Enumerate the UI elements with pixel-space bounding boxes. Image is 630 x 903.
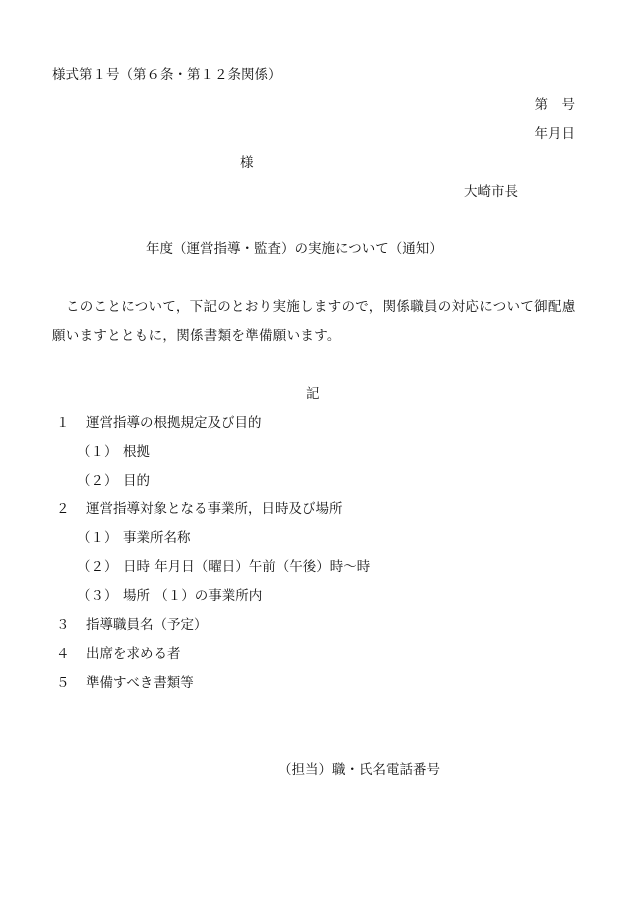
list-subitem-number: （１） bbox=[77, 530, 118, 546]
list-item-2 bbox=[56, 503, 343, 517]
list-item-number: １ bbox=[56, 415, 70, 431]
list-subitem-number: （２） bbox=[77, 473, 118, 489]
ki-heading: 記 bbox=[306, 386, 320, 402]
list-subitem-text: 根拠 bbox=[123, 444, 150, 460]
sender: 大崎市長 bbox=[464, 184, 518, 200]
list-subitem-2-3 bbox=[77, 590, 262, 604]
list-item-number: ３ bbox=[56, 617, 70, 633]
list-subitem-1-1 bbox=[77, 446, 150, 460]
list-item-3 bbox=[56, 619, 208, 633]
list-item-text: 出席を求める者 bbox=[86, 646, 181, 662]
list-subitem-text: 目的 bbox=[123, 473, 150, 489]
list-item-number: ４ bbox=[56, 646, 70, 662]
addressee: 様 bbox=[240, 155, 254, 171]
list-item-number: ５ bbox=[56, 675, 70, 691]
list-item-text: 準備すべき書類等 bbox=[86, 675, 194, 691]
document-number: 第 号 bbox=[534, 97, 575, 113]
list-subitem-2-1 bbox=[77, 532, 191, 546]
list-subitem-1-2 bbox=[77, 475, 150, 489]
list-item-text: 指導職員名（予定） bbox=[86, 617, 208, 633]
list-subitem-text: 事業所名称 bbox=[123, 530, 191, 546]
list-subitem-2-2 bbox=[77, 561, 370, 575]
list-subitem-text: 日時 年月日（曜日）午前（午後）時～時 bbox=[123, 559, 371, 575]
body-paragraph: このことについて，下記のとおり実施しますので，関係職員の対応について御配慮願いますとともに，関係書類を準備願います。 bbox=[52, 299, 576, 344]
list-item-text: 運営指導の根拠規定及び目的 bbox=[86, 415, 262, 431]
list-item-4 bbox=[56, 648, 181, 662]
list-item-5 bbox=[56, 677, 194, 691]
list-subitem-number: （２） bbox=[77, 559, 118, 575]
form-label: 様式第１号（第６条・第１２条関係） bbox=[52, 67, 282, 83]
contact-info: （担当）職・氏名電話番号 bbox=[278, 762, 440, 778]
list-item-1 bbox=[56, 417, 262, 431]
list-item-number: ２ bbox=[56, 501, 70, 517]
document-date: 年月日 bbox=[534, 126, 575, 142]
list-subitem-number: （１） bbox=[77, 444, 118, 460]
document-title: 年度（運営指導・監査）の実施について（通知） bbox=[146, 241, 443, 257]
list-subitem-text: 場所 （１）の事業所内 bbox=[123, 588, 263, 604]
list-subitem-number: （３） bbox=[77, 588, 118, 604]
list-item-text: 運営指導対象となる事業所，日時及び場所 bbox=[86, 501, 343, 517]
